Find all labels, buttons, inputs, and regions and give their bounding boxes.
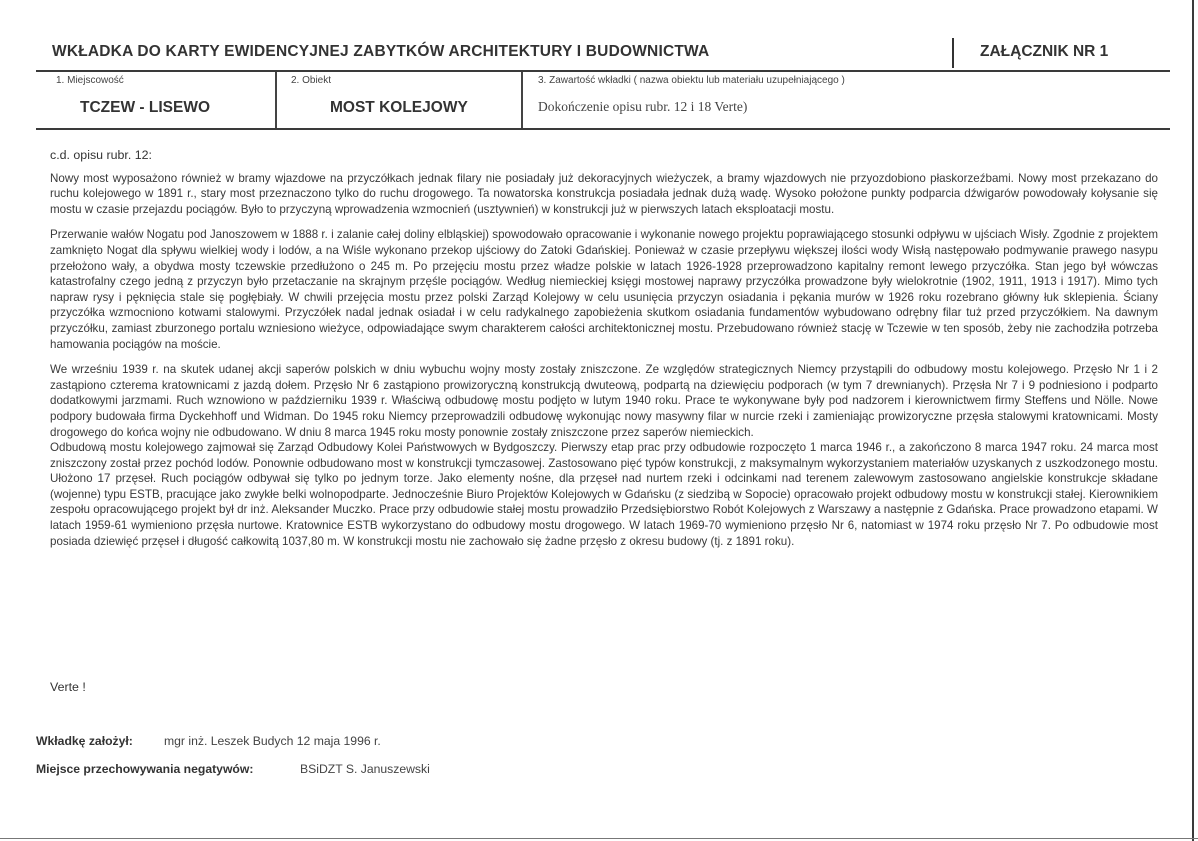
- place-label: 1. Miejscowość: [56, 75, 124, 86]
- content-value: Dokończenie opisu rubr. 12 i 18 Verte): [538, 99, 748, 114]
- author-label: Wkładkę założył:: [36, 734, 133, 748]
- table-top-rule: [36, 70, 1170, 72]
- content-label: 3. Zawartość wkładki ( nazwa obiektu lub materiału uzupełniającego ): [538, 75, 845, 86]
- header-divider: [952, 38, 954, 68]
- annex-label: ZAŁĄCZNIK NR 1: [980, 43, 1109, 60]
- verte-note: Verte !: [50, 680, 86, 694]
- paragraph-3: We wrześniu 1939 r. na skutek udanej akcji saperów polskich w dniu wybuchu wojny mosty zostały zniszczone. Ze względów strategicznych Niemcy przystąpili do odbudowy mostu kolejowego. Przęsło Nr 1 i 2 zastąpiono czterema kratownicami z jazdą dołem. Przęsło Nr 6 zastąpiono prowizoryczną konstrukcją dwuteową, podpartą na dziewięciu podporach (w tym 7 drewnianych). Przęsła Nr 7 i 9 podniesiono i podparto dodatkowymi jarzmami. Ruch wznowiono w październiku 1939 r. Właściwą odbudowę mostu podjęto w lutym 1940 roku. Prace te wykonywane były pod nadzorem i kierownictwem firmy Steffens und Nölle. Nowe podpory budowała firma Dyckehhoff und Widman. Do 1945 roku Niemcy przeprowadzili odbudowę wykonując nowy masywny filar w nurcie rzeki i zamieniając prowizoryczne przęsła stalowymi kratownicami. Mosty drogowego do końca wojny nie odbudowano. W dniu 8 marca 1945 roku mosty ponownie zostały zniszczone przez saperów niemieckich.: [50, 363, 1158, 439]
- paragraph-4: Odbudową mostu kolejowego zajmował się Zarząd Odbudowy Kolei Państwowych w Bydgoszczy. Pierwszy etap prac przy odbudowie rozpoczęto 1 marca 1946 r., a zakończono 8 marca 1947 roku. 24 marca most zniszczony został przez pochód lodów. Ponownie odbudowano most w konstrukcji tymczasowej. Zastosowano pięć typów konstrukcji, z maksymalnym wykorzystaniem materiałów uzyskanych z uszkodzonego mostu. Ułożono 17 przęseł. Ruch pociągów odbywał się tylko po jednym torze. Jako elementy nośne, dla przęseł nad nurtem rzeki i odcinkami nad terenem zalewowym zastosowano angielskie konstrukcje składane (wojenne) typu ESTB, pracujące jako zwykłe belki wolnopodparte. Jednocześnie Biuro Projektów Kolejowych w Gdańsku (z siedzibą w Sopocie) opracowało projekt odbudowy mostu w konstrukcji stałej. Kierownikiem zespołu opracowującego projekt był dr inż. Aleksander Muczko. Prace przy odbudowie stałej mostu prowadziło Przedsiębiorstwo Robót Kolejowych z Warszawy a następnie z Gdańska. Prace prowadzono etapami. W latach 1959-61 wymieniono przęsła nurtowe. Kratownice ESTB wykorzystano do odbudowy mostu drogowego. W latach 1969-70 wymieniono przęsło Nr 6, natomiast w 1974 roku przęsło Nr 7. Po odbudowie most posiada dziewięć przęseł i długość całkowitą 1037,80 m. W konstrukcji mostu nie zachowało się żadne przęsło z okresu budowy (tj. z 1891 roku).: [50, 441, 1158, 548]
- storage-label: Miejsce przechowywania negatywów:: [36, 762, 254, 776]
- page-border-bottom: [0, 838, 1198, 839]
- column-divider-1: [275, 72, 277, 128]
- place-value: TCZEW - LISEWO: [80, 99, 211, 116]
- author-value: mgr inż. Leszek Budych 12 maja 1996 r.: [164, 734, 381, 748]
- page-border-right: [1192, 0, 1194, 841]
- object-value: MOST KOLEJOWY: [330, 99, 468, 116]
- object-label: 2. Obiekt: [291, 75, 332, 86]
- continuation-lead: c.d. opisu rubr. 12:: [50, 148, 152, 162]
- storage-value: BSiDZT S. Januszewski: [300, 762, 430, 776]
- column-divider-2: [521, 72, 523, 128]
- form-title: WKŁADKA DO KARTY EWIDENCYJNEJ ZABYTKÓW ARCHITEKTURY I BUDOWNICTWA: [52, 43, 710, 60]
- paragraph-2: Przerwanie wałów Nogatu pod Janoszowem w 1888 r. i zalanie całej doliny elbląskiej) spowodowało opracowanie i wykonanie nowego projektu poprawiającego stosunki odpływu w ujściach Wisły. Zgodnie z projektem zamknięto Nogat dla spływu wielkiej wody i lodów, a na Wiśle wykonano przekop ujściowy do Zatoki Gdańskiej. Ponieważ w czasie przepływu większej ilości wody Wisłą następowało podmywanie prawego nasypu przełożono wały, a obydwa mosty tczewskie przedłużono o 245 m. Po przejęciu mostu przez władze polskie w latach 1926-1928 przeprowadzono kapitalny remont lewego przyczółka. Stan jego był wówczas katastrofalny czego jedną z przyczyn było przetaczanie na skrajnym przęśle pociągów. Według niemieckiej księgi mostowej naprawy przyczółka prowadzone były wielokrotnie (1902, 1911, 1913 i 1917). Mimo tych napraw rysy i pęknięcia stale się pogłębiały. W chwili przejęcia mostu przez polski Zarząd Kolejowy w celu usunięcia przyczyn osiadania i pękania murów w 1926 roku rozebrano główny łuk sklepienia. Ściany przyczółka wzmocniono kotwami stalowymi. Przyczółek nadal jednak osiadał i w celu radykalnego zapobieżenia skutkom osiadania fundamentów wybudowano odrębny filar tuż przed przyczółkiem. Na dawnym przyczółku, zamiast zburzonego portalu wzniesiono wieżyce, odpowiadające swym charakterem całości architektonicznej mostu. Przebudowano również stację w Tczewie w ten sposób, żeby nie zachodziła potrzeba hamowania pociągów na moście.: [50, 228, 1158, 351]
- description-body: [50, 148, 1158, 559]
- table-bottom-rule: [36, 128, 1170, 130]
- paragraph-1: Nowy most wyposażono również w bramy wjazdowe na przyczółkach jednak filary nie posiadały już dekoracyjnych wieżyczek, a bramy wjazdowych nie przyozdobiono płaskorzeźbami. Nowy most przekazano do ruchu kolejowego w 1891 r., stary most przeznaczono tylko do ruchu drogowego. Ta nowatorska konstrukcja posiadała jednak dużą wadę. Wysoko położone punkty podparcia dźwigarów powodowały kołysanie się mostu w czasie przejazdu pociągów. Było to przyczyną wprowadzenia wzmocnień (usztywnień) w konstrukcji już w pierwszych latach eksploatacji mostu.: [50, 171, 1158, 216]
